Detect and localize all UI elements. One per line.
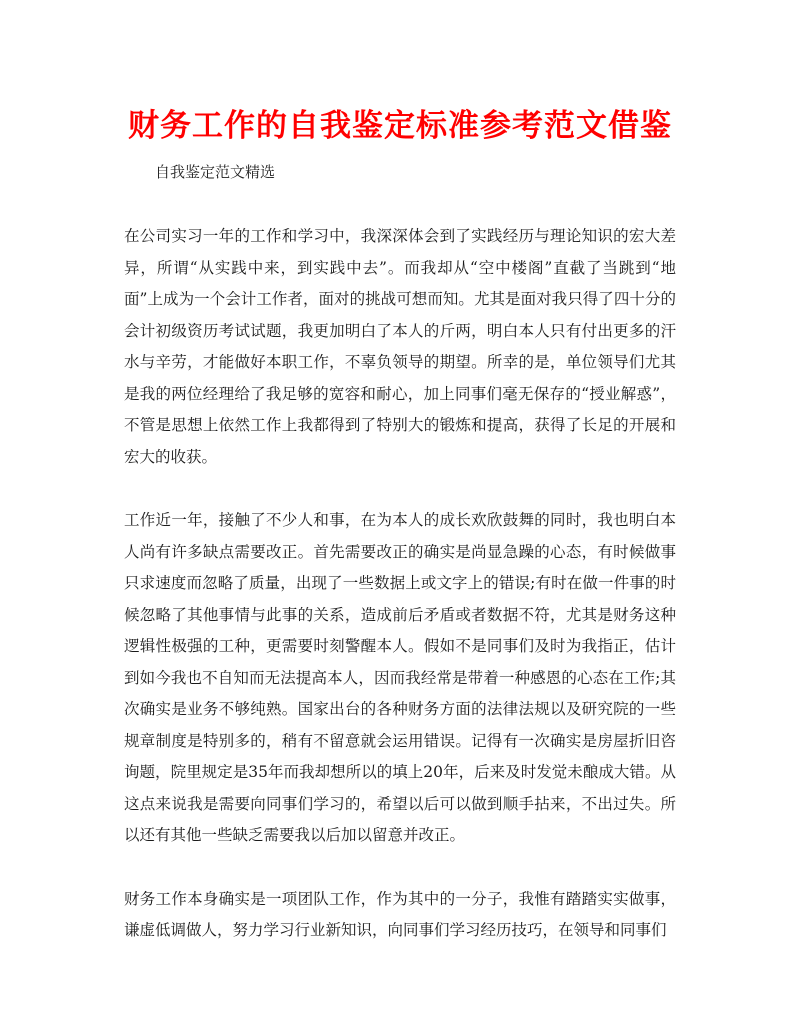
paragraph-2: 工作近一年，接触了不少人和事，在为本人的成长欢欣鼓舞的同时，我也明白本人尚有许多缺点需要改正。首先需要改正的确实是尚显急躁的心态，有时候做事只求速度而忽略了质量，出现了一些数据上或文字上的错误;有时在做一件事的时候忽略了其他事情与此事的关系，造成前后矛盾或者数据不符，尤其是财务这种逻辑性极强的工种，更需要时刻警醒本人。假如不是同事们及时为我指正，估计到如今我也不自知而无法提高本人，因而我经常是带着一种感恩的心态在工作;其次确实是业务不够纯熟。国家出台的各种财务方面的法律法规以及研究院的一些规章制度是特别多的，稍有不留意就会运用错误。记得有一次确实是房屋折旧咨询题，院里规定是35年而我却想所以的填上20年，后来及时发觉未酿成大错。从这点来说我是需要向同事们学习的，希望以后可以做到顺手拈来，不出过失。所以还有其他一些缺乏需要我以后加以留意并改正。 [124, 511, 676, 844]
paragraph-3: 财务工作本身确实是一项团队工作，作为其中的一分子，我惟有踏踏实实做事，谦虚低调做人，努力学习行业新知识，向同事们学习经历技巧，在领导和同事们 [124, 889, 676, 939]
paragraph-1: 在公司实习一年的工作和学习中，我深深体会到了实践经历与理论知识的宏大差异，所谓“从实践中来，到实践中去”。而我却从“空中楼阁”直截了当跳到“地面”上成为一个会计工作者，面对的挑战可想而知。尤其是面对我只得了四十分的会计初级资历考试试题，我更加明白了本人的斤两，明白本人只有付出更多的汗水与辛劳，才能做好本职工作，不辜负领导的期望。所幸的是，单位领导们尤其是我的两位经理给了我足够的宽容和耐心，加上同事们毫无保存的“授业解惑”，不管是思想上依然工作上我都得到了特别大的锻炼和提高，获得了长足的开展和宏大的收获。 [124, 227, 676, 466]
document-body [124, 221, 676, 979]
document-subtitle: 自我鉴定范文精选 [155, 163, 276, 181]
document-title: 财务工作的自我鉴定标准参考范文借鉴 [128, 108, 672, 144]
